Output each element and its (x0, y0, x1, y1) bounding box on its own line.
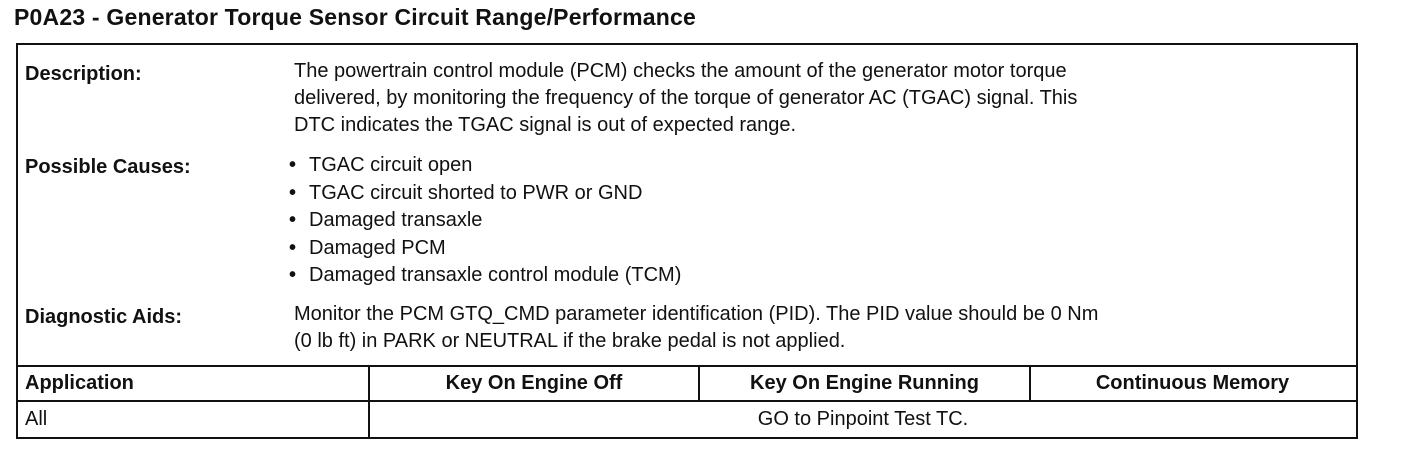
diagnostic-aids-text (294, 301, 1350, 355)
bullet-icon: • (289, 209, 297, 231)
table-cell-action: GO to Pinpoint Test TC. (757, 408, 969, 430)
list-item (289, 235, 1189, 263)
description-line: delivered, by monitoring the frequency of the torque of generator AC (TGAC) signal. This (294, 87, 1078, 109)
possible-causes-list (289, 152, 1189, 290)
list-item (289, 207, 1189, 235)
diagnostic-aids-line: Monitor the PCM GTQ_CMD parameter identification (PID). The PID value should be 0 Nm (294, 303, 1099, 325)
table-cell-application: All (25, 408, 48, 430)
diagnostic-aids-label: Diagnostic Aids: (25, 306, 183, 328)
dtc-info-table (16, 43, 1358, 439)
column-header-continuous-memory: Continuous Memory (1095, 371, 1290, 394)
description-line: The powertrain control module (PCM) checks the amount of the generator motor torque (294, 60, 1067, 82)
cause-text: TGAC circuit shorted to PWR or GND (309, 181, 643, 204)
bullet-icon: • (289, 236, 297, 259)
column-header-application: Application (25, 371, 134, 394)
bullet-icon: • (289, 181, 297, 204)
description-text (294, 58, 1350, 139)
cause-text: TGAC circuit open (309, 154, 473, 176)
list-item (289, 262, 1189, 290)
page-title: P0A23 - Generator Torque Sensor Circuit Range/Performance (14, 4, 696, 30)
description-line: DTC indicates the TGAC signal is out of expected range. (294, 114, 797, 136)
diagnostic-aids-line: (0 lb ft) in PARK or NEUTRAL if the brake pedal is not applied. (294, 330, 846, 352)
column-header-koeo: Key On Engine Off (445, 371, 623, 394)
description-label: Description: (25, 63, 142, 85)
column-header-koer: Key On Engine Running (750, 371, 979, 394)
list-item (289, 180, 1189, 208)
bullet-icon: • (289, 154, 297, 176)
cause-text: Damaged transaxle (309, 209, 483, 231)
cause-text: Damaged transaxle control module (TCM) (309, 264, 682, 286)
list-item (289, 152, 1189, 180)
cause-text: Damaged PCM (309, 236, 446, 259)
possible-causes-label: Possible Causes: (25, 156, 191, 178)
bullet-icon: • (289, 264, 297, 286)
